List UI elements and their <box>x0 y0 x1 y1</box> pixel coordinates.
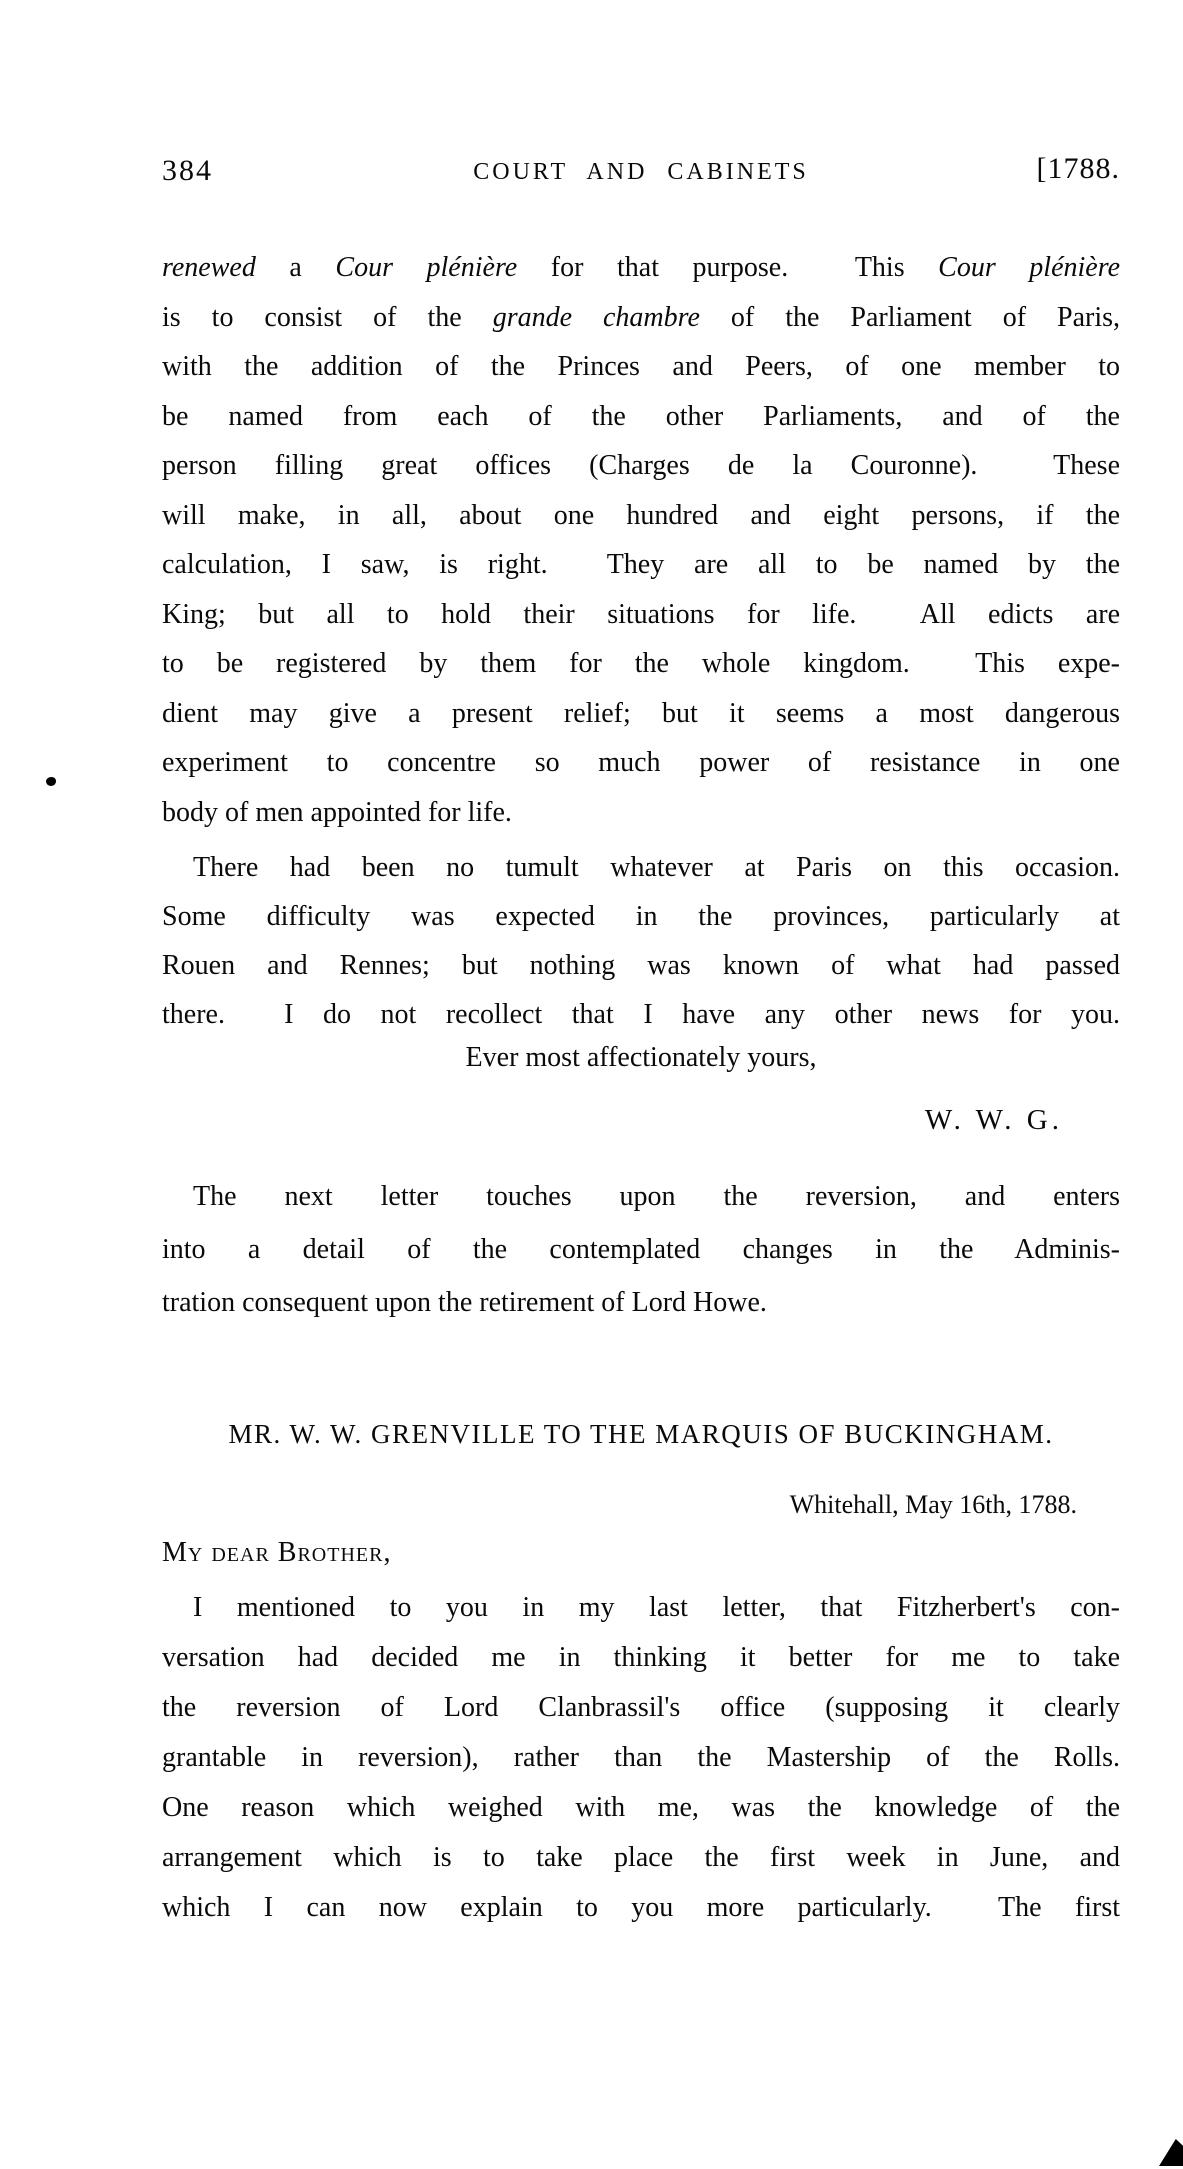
text-line: grantable in reversion), rather than the Mastership of the Rolls. <box>162 1742 1120 1773</box>
text-line: One reason which weighed with me, was the knowledge of the <box>162 1792 1120 1823</box>
letter-dateline: Whitehall, May 16th, 1788. <box>789 1490 1077 1519</box>
text-line: Some difficulty was expected in the provinces, particularly at <box>162 901 1120 932</box>
year-label: [1788. <box>1036 152 1120 185</box>
text-line: the reversion of Lord Clanbrassil's office (supposing it clearly <box>162 1692 1120 1723</box>
text-line: there. I do not recollect that I have any other news for you. <box>162 999 1120 1030</box>
text-line: body of men appointed for life. <box>162 796 512 828</box>
paragraph-news <box>162 843 1120 1039</box>
text-line: tration consequent upon the retirement of Lord Howe. <box>162 1287 767 1318</box>
text-line: Rouen and Rennes; but nothing was known of what had passed <box>162 950 1120 981</box>
text-line: The next letter touches upon the reversion, and enters <box>193 1181 1120 1212</box>
valediction: Ever most affectionately yours, <box>465 1042 817 1073</box>
text-line: There had been no tumult whatever at Paris on this occasion. <box>193 852 1120 883</box>
margin-ink-dot-mark <box>46 777 56 786</box>
text-line: King; but all to hold their situations for life. All edicts are <box>162 598 1120 630</box>
running-head <box>162 152 1120 200</box>
page-number: 384 <box>162 154 213 187</box>
signature: W. W. G. <box>924 1104 1063 1136</box>
text-line: with the addition of the Princes and Peers, of one member to <box>162 351 1120 382</box>
letter-paragraph <box>162 1583 1120 1933</box>
letter-salutation: My dear Brother, <box>162 1537 392 1568</box>
running-title: COURT AND CABINETS <box>473 159 809 185</box>
text-line: into a detail of the contemplated changes in the Adminis- <box>162 1234 1120 1265</box>
text-line: to be registered by them for the whole kingdom. This expe- <box>162 648 1120 679</box>
text-line: experiment to concentre so much power of resistance in one <box>162 747 1120 778</box>
text-line: will make, in all, about one hundred and eight persons, if the <box>162 499 1120 531</box>
narrator-paragraph <box>162 1170 1120 1329</box>
text-line: I mentioned to you in my last letter, that Fitzherbert's con- <box>193 1592 1120 1623</box>
text-line: is to consist of the grande chambre of the Parliament of Paris, <box>162 301 1121 333</box>
text-line: dient may give a present relief; but it seems a most dangerous <box>162 697 1120 729</box>
text-line: versation had decided me in thinking it better for me to take <box>162 1642 1120 1673</box>
text-line: be named from each of the other Parliaments, and of the <box>162 400 1120 432</box>
text-line: which I can now explain to you more particularly. The first <box>162 1892 1120 1923</box>
text-line: arrangement which is to take place the first week in June, and <box>162 1842 1120 1873</box>
text-line: calculation, I saw, is right. They are all to be named by the <box>162 549 1120 580</box>
text-line: renewed a Cour plénière for that purpose. This Cour plénière <box>162 252 1121 283</box>
corner-ink-mark <box>1159 2139 1183 2166</box>
letter-heading: MR. W. W. GRENVILLE TO THE MARQUIS OF BUCKINGHAM. <box>228 1419 1054 1449</box>
paragraph-continuation <box>162 243 1120 837</box>
text-line: person filling great offices (Charges de la Couronne). These <box>162 450 1120 481</box>
